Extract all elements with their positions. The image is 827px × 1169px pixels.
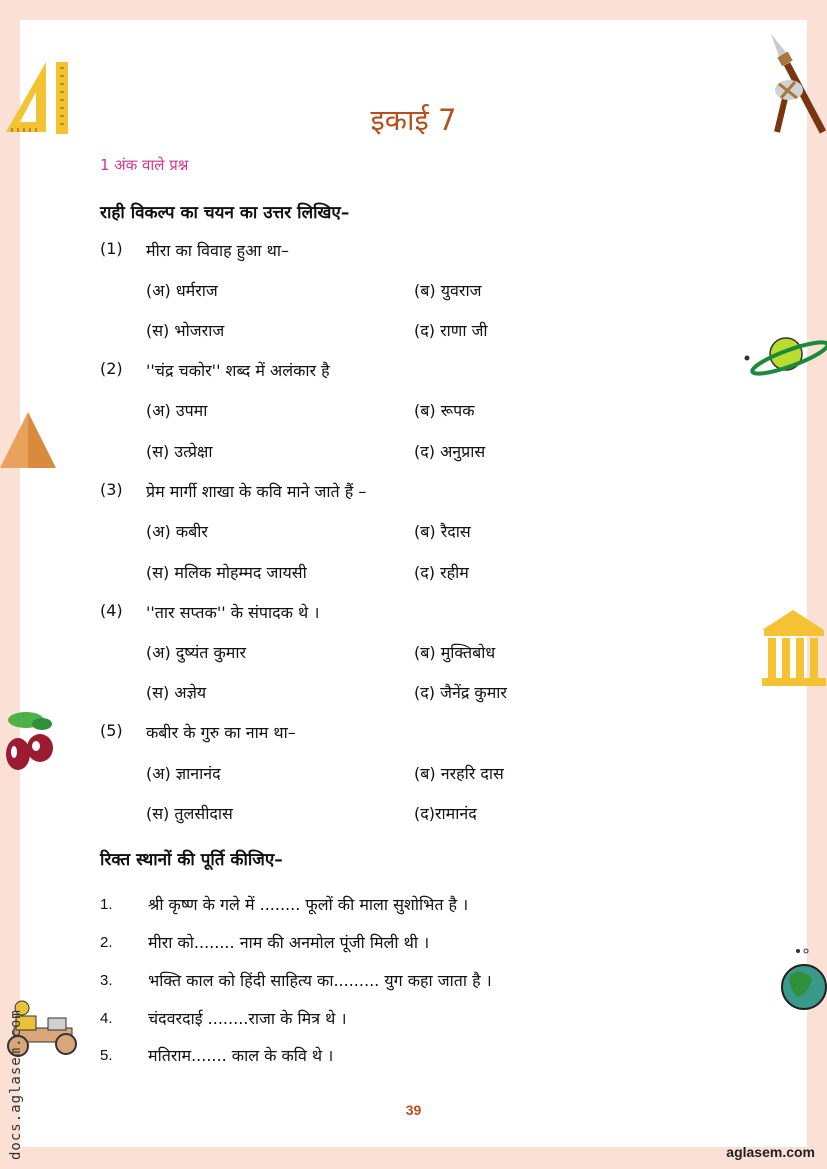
option-text: तुलसीदास [174, 804, 233, 823]
option-text: भोजराज [174, 321, 225, 340]
option-text: उपमा [175, 401, 208, 420]
earth-globe-icon [772, 945, 827, 1015]
option-d [414, 561, 469, 583]
pyramid-icon [0, 410, 58, 470]
section-subtitle: 1 अंक वाले प्रश्न [100, 156, 189, 174]
option-c [146, 681, 206, 703]
fill-item-text: मीरा को........ नाम की अनमोल पूंजी मिली थी । [148, 933, 430, 952]
question-number: (3) [100, 480, 123, 499]
option-text: मुक्तिबोध [440, 643, 496, 662]
page-title: इकाई 7 [370, 103, 457, 137]
question-text: मीरा का विवाह हुआ था– [146, 241, 289, 260]
option-b [414, 279, 481, 301]
option-b [414, 641, 495, 663]
option-c [146, 440, 213, 462]
fill-item-number: 5. [100, 1047, 113, 1064]
question-number: (4) [100, 601, 123, 620]
fill-section-heading: रिक्त स्थानों की पूर्ति कीजिए– [100, 850, 283, 870]
option-c [146, 802, 233, 824]
option-d [414, 319, 488, 341]
option-a [146, 762, 221, 784]
option-c [146, 319, 224, 341]
option-label: (स) [146, 442, 170, 461]
option-a [146, 641, 246, 663]
option-text: कबीर [175, 522, 208, 541]
option-text: रहीम [440, 563, 469, 582]
fill-item-text: भक्ति काल को हिंदी साहित्य का......... युग कहा जाता है । [148, 971, 492, 990]
option-text: रैदास [440, 522, 471, 541]
question-number: (5) [100, 721, 123, 740]
option-label: (ब) [414, 643, 436, 662]
option-label: (द) [414, 321, 435, 340]
option-label: (अ) [146, 764, 171, 783]
option-text: राणा जी [440, 321, 488, 340]
option-label: (अ) [146, 401, 171, 420]
option-label: (अ) [146, 281, 171, 300]
pillared-building-icon [760, 608, 827, 688]
mcq-section-heading: राही विकल्प का चयन का उत्तर लिखिए– [100, 203, 350, 223]
question-number: (2) [100, 359, 123, 378]
option-text: उत्प्रेक्षा [174, 442, 213, 461]
option-text: रूपक [440, 401, 475, 420]
option-a [146, 399, 207, 421]
option-label: (स) [146, 563, 170, 582]
option-d [414, 681, 507, 703]
option-text: जैनेंद्र कुमार [440, 683, 507, 702]
question-text: प्रेम मार्गी शाखा के कवि माने जाते हैं – [146, 482, 367, 501]
option-text: दुष्यंत कुमार [175, 643, 247, 662]
question-text: ''चंद्र चकोर'' शब्द में अलंकार है [146, 361, 330, 380]
option-label: (द) [414, 804, 435, 823]
option-label: (द) [414, 683, 435, 702]
option-text: अज्ञेय [174, 683, 207, 702]
option-text: नरहरि दास [440, 764, 504, 783]
option-text: धर्मराज [175, 281, 218, 300]
option-text: अनुप्रास [440, 442, 486, 461]
option-b [414, 762, 504, 784]
option-text: युवराज [440, 281, 482, 300]
fill-item-number: 3. [100, 972, 113, 989]
option-text: रामानंद [434, 804, 477, 823]
side-watermark: docs.aglasem.com [8, 1009, 24, 1160]
cherries-icon [2, 706, 58, 778]
option-label: (द) [414, 442, 435, 461]
option-c [146, 561, 307, 583]
fill-item-number: 2. [100, 934, 113, 951]
option-label: (स) [146, 321, 170, 340]
fill-item-number: 1. [100, 896, 113, 913]
option-label: (ब) [414, 764, 436, 783]
option-label: (ब) [414, 522, 436, 541]
option-text: ज्ञानानंद [175, 764, 221, 783]
option-label: (ब) [414, 401, 436, 420]
option-d [414, 802, 477, 824]
option-label: (स) [146, 804, 170, 823]
option-a [146, 520, 208, 542]
option-b [414, 520, 471, 542]
option-label: (द) [414, 563, 435, 582]
option-label: (अ) [146, 643, 171, 662]
footer-brand-link[interactable]: aglasem.com [726, 1144, 815, 1160]
fill-item-text: मतिराम....... काल के कवि थे । [148, 1046, 334, 1065]
option-label: (स) [146, 683, 170, 702]
fill-item-text: श्री कृष्ण के गले में ........ फूलों की माला सुशोभित है । [148, 895, 469, 914]
option-b [414, 399, 475, 421]
fill-item-number: 4. [100, 1010, 113, 1027]
option-text: मलिक मोहम्मद जायसी [174, 563, 307, 582]
fill-item-text: चंदवरदाई ........राजा के मित्र थे । [148, 1009, 347, 1028]
question-text: ''तार सप्तक'' के संपादक थे । [146, 603, 320, 622]
planet-saturn-icon [740, 330, 827, 385]
page-number: 39 [405, 1102, 422, 1118]
option-label: (अ) [146, 522, 171, 541]
option-label: (ब) [414, 281, 436, 300]
question-number: (1) [100, 239, 123, 258]
option-d [414, 440, 485, 462]
option-a [146, 279, 218, 301]
question-text: कबीर के गुरु का नाम था– [146, 723, 296, 742]
